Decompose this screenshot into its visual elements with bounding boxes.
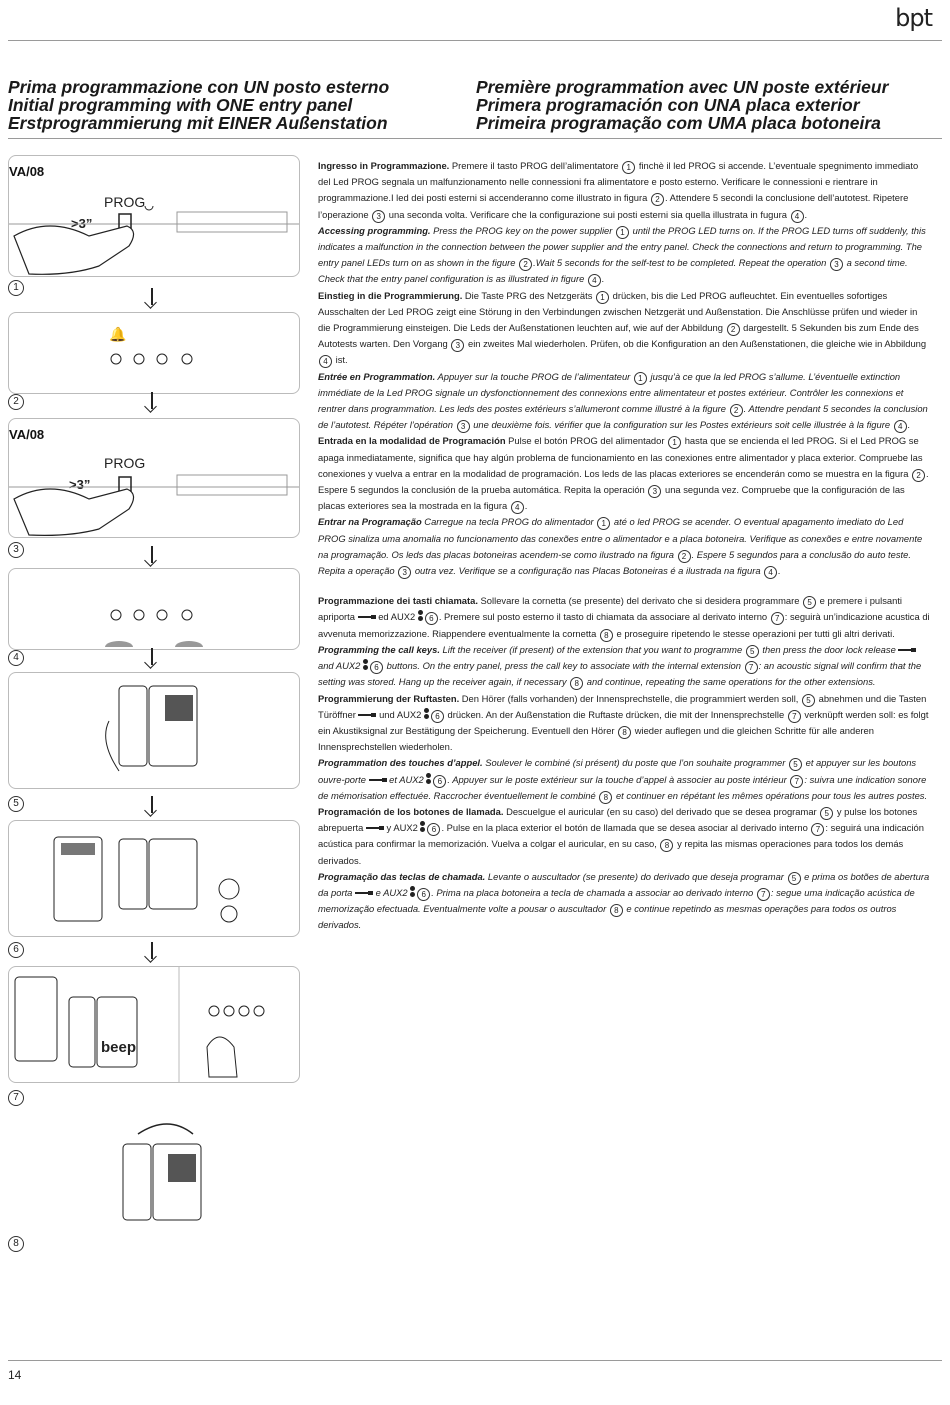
section1-fr-heading: Entrée en Programmation. xyxy=(318,370,436,382)
text: jusqu’à ce que la led PROG s’allume. L’éventuelle extinction immédiate de la Led PROG signale un dysfonctionnement des connexions entre alimentateur et postes extérieur. Contrôler les connexions et rentrer dans programmation. Les leds des postes extérieurs s’allumeront comme illustré à la figure xyxy=(318,370,904,415)
text: Appuyer sur la touche PROG de l’alimentateur xyxy=(435,370,633,382)
text: until the PROG LED turns on. If the PROG LED turns off suddenly, this indicates a malfunction in the connection between the power supplier and the entry panel. Check the connections and return to programming. The entry panel LEDs turn on as shown in the figure xyxy=(318,224,926,269)
ref-circle: 7 xyxy=(757,888,770,901)
section1-en-heading: Accessing programming. xyxy=(318,224,431,236)
section2-de-heading: Programmierung der Ruftasten. xyxy=(318,692,460,704)
text: Press the PROG key on the power supplier xyxy=(430,224,615,236)
step-number-1: 1 xyxy=(8,280,24,296)
door-and-aux-keys-illustration-6 xyxy=(49,829,289,929)
text: : segue uma indicação acústica de memorização efectuada. Eventualmente volte a pousar o auscultador xyxy=(318,886,915,915)
led-row-illustration-4 xyxy=(99,579,219,647)
text: et continuer en répétant les mêmes opérations pour tous les autres postes. xyxy=(613,789,928,801)
ref-circle: 6 xyxy=(427,823,440,836)
led-row-illustration-2 xyxy=(99,325,219,385)
ref-circle: 6 xyxy=(425,612,438,625)
text: até o led PROG se acender. O eventual apagamento imediato do Led PROG sinaliza uma anomalia no funcionamento das conexões entre o alimentador e a placa botoneira. Verifique as conexões e entre novamente na programação. Os leds das placas botoneiras acendem-se como ilustrado na figura xyxy=(318,516,923,560)
ref-circle: 8 xyxy=(599,791,612,804)
aux2-key-icon xyxy=(426,773,432,785)
text: finchè il led PROG si accende. L’eventuale spegnimento immediato del Led PROG segnala un malfunzionamento nelle connessioni fra alimentatore e posto esterno. Verificare le connessioni e rientrare in programmazione.I led dei posti esterni si accenderanno come illustrato in figura xyxy=(318,160,919,204)
text: Sollevare la cornetta (se presente) del derivato che si desidera programmare xyxy=(477,595,803,607)
section-gap xyxy=(318,579,930,593)
ref-circle: 5 xyxy=(802,694,815,707)
page-number: 14 xyxy=(8,1368,22,1382)
indoor-station-illustration-5 xyxy=(99,681,249,781)
entry-panel-leds-4 xyxy=(8,568,300,650)
text: dargestellt. 5 Sekunden bis zum Ende des Autotests warten. Den Vorgang xyxy=(318,322,919,350)
ref-circle: 3 xyxy=(451,339,464,352)
power-supplier-panel-1 xyxy=(8,155,300,277)
text: et appuyer sur les boutons ouvre-porte xyxy=(318,757,917,785)
text: una segunda vez. Compruebe que la configuración de las placas exteriores sea la mostrada en la figura xyxy=(318,484,905,512)
step-number-5: 5 xyxy=(8,796,24,812)
indoor-station-panel-6 xyxy=(8,820,300,937)
ref-circle: 2 xyxy=(912,469,925,482)
text: e proseguire ripetendo le stesse operazioni per tutti gli altri derivati. xyxy=(613,627,895,639)
ref-circle: 8 xyxy=(618,726,631,739)
ref-circle: 7 xyxy=(788,710,801,723)
text: Soulever le combiné (si présent) du poste que l’on souhaite programmer xyxy=(482,757,788,769)
step-number-3: 3 xyxy=(8,542,24,558)
text: y AUX2 xyxy=(383,822,421,834)
text: e AUX2 xyxy=(373,886,411,898)
ref-circle: 3 xyxy=(372,210,385,223)
text: e continue repetindo as mesmas operações para todos os outros derivados. xyxy=(318,903,897,931)
step-number-7: 7 xyxy=(8,1090,24,1106)
text: . xyxy=(524,500,528,512)
text: and AUX2 xyxy=(318,660,363,672)
ref-circle: 3 xyxy=(648,485,661,498)
section1-es xyxy=(318,433,930,514)
text: e premere i pulsanti apriporta xyxy=(318,595,903,623)
aux2-key-icon xyxy=(420,821,426,833)
ref-circle: 5 xyxy=(788,872,801,885)
section1-pt xyxy=(318,514,930,579)
arrow-3 xyxy=(146,546,158,566)
text: then press the door lock release xyxy=(759,643,899,655)
ref-circle: 2 xyxy=(727,323,740,336)
arrow-5 xyxy=(146,796,158,816)
ref-circle: 3 xyxy=(457,420,470,433)
aux2-key-icon xyxy=(424,708,430,720)
hold-time-1: >3” xyxy=(71,216,93,231)
text: et AUX2 xyxy=(386,773,427,785)
text: .Wait 5 seconds for the self-test to be completed. Repeat the operation xyxy=(533,257,829,269)
ref-circle: 6 xyxy=(417,888,430,901)
prog-key-illustration-1 xyxy=(9,206,299,276)
arrow-2 xyxy=(146,392,158,412)
text: . Appuyer sur le poste extérieur sur la touche d’appel à associer au poste intérieur xyxy=(447,773,790,785)
title-fr: Première programmation avec UN poste extérieur xyxy=(476,77,889,97)
text: e prima os botões de abertura da porta xyxy=(318,870,930,898)
ref-circle: 8 xyxy=(570,677,583,690)
ref-circle: 1 xyxy=(616,226,629,239)
door-lock-key-icon xyxy=(898,648,916,652)
title-de: Erstprogrammierung mit EINER Außenstation xyxy=(8,113,388,133)
svg-text:🔔: 🔔 xyxy=(109,326,127,342)
ref-circle: 8 xyxy=(660,839,673,852)
ref-circle: 1 xyxy=(597,517,610,530)
ref-circle: 1 xyxy=(634,372,647,385)
title-en: Initial programming with ONE entry panel xyxy=(8,95,353,115)
title-es: Primera programación con UNA placa exterior xyxy=(476,95,860,115)
text: abnehmen und die Tasten Türöffner xyxy=(318,692,927,720)
section1-it xyxy=(318,158,930,223)
footer-rule xyxy=(8,1360,942,1361)
text: wieder auflegen und die gleichen Schritte für alle anderen Innensprechstellen wiederholen. xyxy=(318,724,874,753)
ref-circle: 7 xyxy=(771,612,784,625)
power-supplier-panel-3 xyxy=(8,418,300,538)
text: Carregue na tecla PROG do alimentador xyxy=(421,516,597,528)
text: drücken, bis die Led PROG aufleuchtet. Ein eventuelles sofortiges Ausschalten der Led PROG zeigt eine Störung in den Verbindungen zwischen Netzgerät und Außenstation. Die Anschlüsse prüfen und wieder in die Programmierung einsteigen. Die Leds der Außenstationen leuchten auf, wie auf der Abbildung xyxy=(318,289,918,334)
ref-circle: 7 xyxy=(790,775,803,788)
step-number-2: 2 xyxy=(8,394,24,410)
ref-circle: 2 xyxy=(730,404,743,417)
door-lock-key-icon xyxy=(358,615,376,619)
section1-de xyxy=(318,288,930,369)
step-number-8: 8 xyxy=(8,1236,24,1252)
section2-fr-heading: Programmation des touches d’appel. xyxy=(318,757,483,769)
ref-circle: 3 xyxy=(830,258,843,271)
door-lock-key-icon xyxy=(369,778,387,782)
ref-circle: 1 xyxy=(622,161,635,174)
text: ed AUX2 xyxy=(375,611,418,623)
prog-label-3: PROG xyxy=(104,455,146,471)
ref-circle: 5 xyxy=(746,645,759,658)
ref-circle: 6 xyxy=(433,775,446,788)
section2-it xyxy=(318,593,930,642)
text: . Espere 5 segundos para a conclusão do auto teste. Repita a operação xyxy=(318,548,911,577)
text: : suivra une indication sonore de mémorisation effectuée. Raccrocher éventuellement le combiné xyxy=(318,773,927,801)
aux2-key-icon xyxy=(418,610,424,622)
text: . Pulse en la placa exterior el botón de llamada que se desea asociar al derivado interno xyxy=(441,822,811,834)
ref-circle: 2 xyxy=(519,258,532,271)
ref-circle: 6 xyxy=(431,710,444,723)
text: verknüpft werden soll: es folgt ein Akustiksignal zur Bestätigung der Speicherung. Eventuell den Hörer xyxy=(318,708,929,736)
text: Descuelgue el auricular (en su caso) del derivado que se desea programar xyxy=(503,805,820,817)
text: ein zweites Mal wiederholen. Prüfen, ob die Konfiguration an den Außenstationen, die gleiche wie in Abbildung xyxy=(465,338,927,350)
text: . Prima na placa botoneira a tecla de chamada a associar ao derivado interno xyxy=(431,886,756,898)
text: Die Taste PRG des Netzgeräts xyxy=(462,289,595,301)
text: . xyxy=(907,419,911,431)
arrow-4 xyxy=(146,648,158,668)
text: Pulse el botón PROG del alimentador xyxy=(505,435,668,447)
section1-de-heading: Einstieg in die Programmierung. xyxy=(318,289,463,301)
title-it: Prima programmazione con UN posto esterno xyxy=(8,77,390,97)
text: ist. xyxy=(333,354,348,366)
aux2-key-icon xyxy=(363,659,369,671)
section2-fr xyxy=(318,755,930,804)
title-rule xyxy=(8,138,942,139)
step-number-6: 6 xyxy=(8,942,24,958)
section1-en xyxy=(318,223,930,288)
bpt-logo: bpt xyxy=(895,4,932,32)
ref-circle: 1 xyxy=(596,291,609,304)
section2-es xyxy=(318,804,930,869)
text: hasta que se encienda el led PROG. Si el Led PROG se apaga inmediatamente, significa que hay algún problema de funcionamiento en las conexiones entre alimentador y placa exterior. Compruebe las conexiones y vuelva a entrar en la modalidad de programación. Los leds de las placas exteriores se encenderán como se muestra en la figura xyxy=(318,435,923,479)
ref-circle: 5 xyxy=(803,596,816,609)
arrow-6 xyxy=(146,942,158,962)
section1-it-heading: Ingresso in Programmazione. xyxy=(318,160,450,171)
title-pt: Primeira programação com UMA placa botoneira xyxy=(476,113,881,133)
ref-circle: 4 xyxy=(588,274,601,287)
text: : seguirà un’indicazione acustica di avvenuta memorizzazione. Riappendere eventualmente la cornetta xyxy=(318,611,930,639)
ref-circle: 2 xyxy=(651,193,664,206)
text: . Espere 5 segundos la conclusión de la prueba automática. Repita la operación xyxy=(318,467,929,496)
ref-circle: 8 xyxy=(600,629,613,642)
text: Lift the receiver (if present) of the extension that you want to programme xyxy=(439,643,745,655)
arrow-1 xyxy=(146,288,158,308)
model-label-3: VA/08 xyxy=(9,427,45,442)
text: and continue, repeating the same operations for the other extensions. xyxy=(584,676,876,688)
call-key-illustration-7 xyxy=(9,967,299,1082)
text: Premere il tasto PROG dell’alimentatore xyxy=(449,160,622,171)
section1-es-heading: Entrada en la modalidad de Programación xyxy=(318,435,506,447)
door-lock-key-icon xyxy=(355,891,373,895)
ref-circle: 3 xyxy=(398,566,411,579)
aux2-key-icon xyxy=(410,886,416,898)
text: Den Hörer (falls vorhanden) der Innensprechstelle, die programmiert werden soll, xyxy=(459,692,801,704)
prog-key-illustration-3 xyxy=(9,469,299,537)
text: . xyxy=(601,273,605,285)
title-left xyxy=(8,78,389,132)
text: : seguirá una indicación acústica para confirmar la memorización. Vuelva a colgar el auricular, en su caso, xyxy=(318,822,924,850)
text: drücken. An der Außenstation die Ruftaste drücken, die mit der Innensprechstelle xyxy=(444,708,787,720)
text: Levante o auscultador (se presente) do derivado que deseja programar xyxy=(485,870,787,882)
section2-es-heading: Programación de los botones de llamada. xyxy=(318,805,504,817)
title-right xyxy=(476,78,888,132)
text: outra vez. Verifique se a configuração nas Placas Botoneiras é a ilustrada na figura xyxy=(412,565,764,577)
text: a second time. Check that the entry panel configuration is as illustrated in figure xyxy=(318,257,908,285)
door-lock-key-icon xyxy=(358,713,376,717)
text: : an acoustic signal will confirm that the setting was stored. Hang up the receiver again, if necessary xyxy=(318,660,922,688)
ref-circle: 4 xyxy=(764,566,777,579)
ref-circle: 8 xyxy=(610,904,623,917)
section2-pt-heading: Programação das teclas de chamada. xyxy=(318,870,486,882)
ref-circle: 6 xyxy=(370,661,383,674)
ref-circle: 5 xyxy=(789,758,802,771)
text: . xyxy=(804,208,808,220)
ref-circle: 1 xyxy=(668,436,681,449)
entry-panel-leds-2 xyxy=(8,312,300,394)
section2-en-heading: Programming the call keys. xyxy=(318,643,440,655)
section1-pt-heading: Entrar na Programação xyxy=(318,516,422,528)
text: une deuxième fois. vérifier que la configuration sur les Postes extérieurs soit celle illustrée à la figure xyxy=(470,419,893,431)
indoor-station-panel-5 xyxy=(8,672,300,789)
beep-label: beep xyxy=(101,1039,137,1056)
text: . Premere sul posto esterno il tasto di chiamata da associare al derivato interno xyxy=(438,611,770,623)
ref-circle: 4 xyxy=(319,355,332,368)
step-number-4: 4 xyxy=(8,650,24,666)
text: una seconda volta. Verificare che la configurazione sui posti esterni sia quella illustrata in fugura xyxy=(386,208,790,220)
text: y pulse los botones abrepuerta xyxy=(318,805,918,834)
hang-up-panel-8 xyxy=(8,1108,298,1228)
hang-up-illustration-8 xyxy=(98,1114,258,1224)
ref-circle: 5 xyxy=(820,807,833,820)
ref-circle: 4 xyxy=(511,501,524,514)
section2-de xyxy=(318,691,930,756)
section2-it-heading: Programmazione dei tasti chiamata. xyxy=(318,595,478,607)
text: y repita las mismas operaciones para todos los demás derivados. xyxy=(318,838,904,866)
ref-circle: 7 xyxy=(745,661,758,674)
call-key-panel-7 xyxy=(8,966,300,1083)
door-lock-key-icon xyxy=(366,826,384,830)
section2-pt xyxy=(318,869,930,934)
text: . xyxy=(778,565,781,577)
ref-circle: 4 xyxy=(894,420,907,433)
text: und AUX2 xyxy=(376,708,424,720)
header-rule xyxy=(8,40,942,41)
prog-label-1: PROG xyxy=(104,194,146,210)
instructions-text xyxy=(318,158,930,934)
hold-time-3: >3” xyxy=(69,477,91,492)
ref-circle: 2 xyxy=(678,550,691,563)
ref-circle: 4 xyxy=(791,210,804,223)
section2-en xyxy=(318,642,930,691)
text: . Attendre pendant 5 secondes la conclusion de l’autotest. Répéter l’opération xyxy=(318,403,928,431)
text: . Attendere 5 secondi la conclusione dell’autotest. Ripetere l’operazione xyxy=(318,192,909,220)
model-label-1: VA/08 xyxy=(9,164,45,179)
ref-circle: 7 xyxy=(811,823,824,836)
text: buttons. On the entry panel, press the call key to associate with the internal extension xyxy=(384,660,744,672)
section1-fr xyxy=(318,369,930,434)
